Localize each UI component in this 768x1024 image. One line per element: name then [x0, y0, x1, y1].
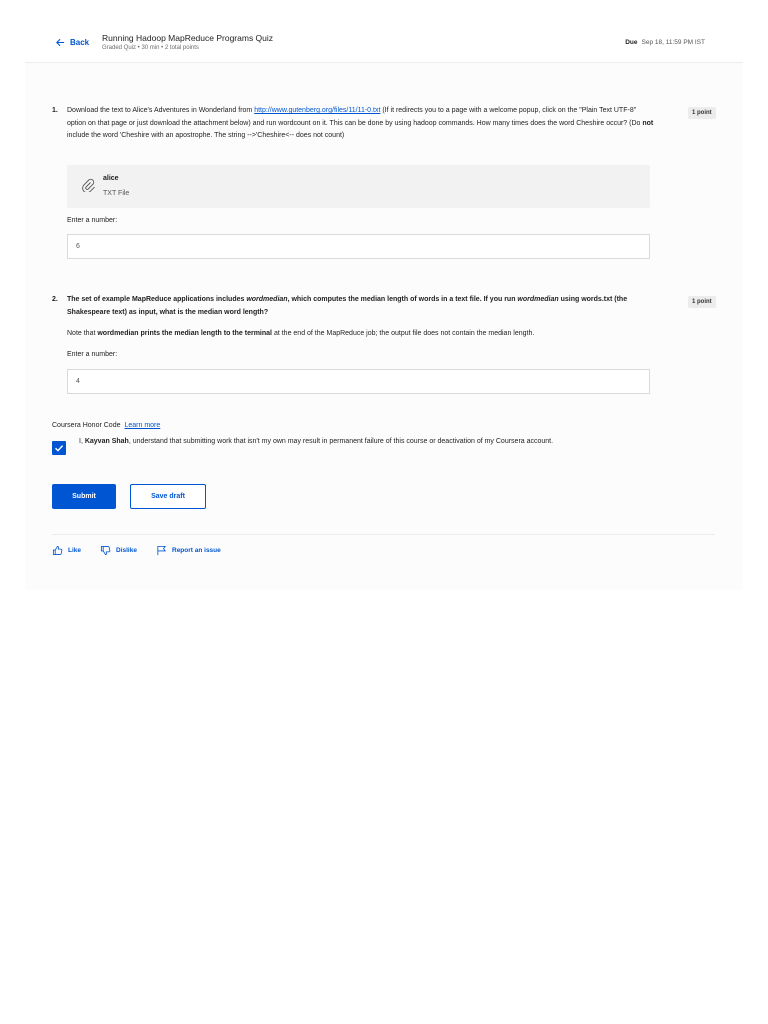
- page-title: Running Hadoop MapReduce Programs Quiz: [102, 33, 274, 43]
- question-2-note-bold: wordmedian prints the median length to the terminal: [97, 330, 272, 337]
- question-2-points-badge: 1 point: [688, 296, 716, 308]
- question-2-number: 2.: [52, 296, 58, 303]
- question-1-text-b: (If it redirects you to a page with a welcome popup, click on the "Plain Text UTF-8" option on that page or just download the attachment below) and run wordcount on it. This can be done by using hadoop commands. How many times does the word Cheshire occur? (Do: [67, 107, 643, 127]
- arrow-left-icon: [55, 37, 66, 48]
- question-1-text-c: include the word 'Cheshire with an apostrophe. The string -->'Cheshire<-- does not count): [67, 132, 345, 139]
- honor-code-checkbox[interactable]: [52, 441, 66, 455]
- question-2-input-label: Enter a number:: [67, 351, 118, 358]
- question-1-text-a: Download the text to Alice's Adventures in Wonderland from: [67, 107, 255, 114]
- question-2-italic-a: wordmedian: [246, 296, 288, 303]
- attachment-name: alice: [103, 175, 119, 182]
- quiz-meta: Graded Quiz • 30 min • 2 total points: [102, 45, 199, 51]
- honor-code-title: Coursera Honor Code: [52, 422, 121, 429]
- checkmark-icon: [54, 443, 64, 453]
- flag-icon: [156, 545, 167, 556]
- learn-more-link[interactable]: Learn more: [124, 422, 161, 429]
- question-2-note-a: Note that: [67, 330, 98, 337]
- dislike-button[interactable]: [100, 545, 137, 556]
- submit-button[interactable]: Submit: [52, 484, 116, 509]
- attachment-alice[interactable]: [67, 165, 650, 208]
- question-2-note-b: at the end of the MapReduce job; the output file does not contain the median length.: [272, 330, 535, 337]
- gutenberg-link[interactable]: http://www.gutenberg.org/files/11/11-0.txt: [254, 107, 381, 114]
- back-button[interactable]: [55, 37, 89, 48]
- question-2-text-b: , which computes the median length of words in a text file. If you run: [287, 296, 518, 303]
- honor-code-section: [52, 422, 160, 429]
- question-1-text: [67, 105, 657, 143]
- honor-code-statement: [79, 438, 553, 445]
- question-1-answer-input[interactable]: [67, 234, 650, 259]
- due-label: Due: [625, 39, 638, 46]
- question-2-text: [67, 294, 657, 319]
- question-1-points-badge: 1 point: [688, 107, 716, 119]
- divider: [52, 534, 715, 535]
- thumbs-down-icon: [100, 545, 111, 556]
- paperclip-icon: [81, 178, 95, 192]
- due-date: [625, 39, 705, 46]
- due-value: Sep 18, 11:59 PM IST: [641, 39, 705, 46]
- question-1-number: 1.: [52, 107, 58, 114]
- question-1-bold: not: [642, 119, 654, 127]
- question-1-input-label: Enter a number:: [67, 217, 118, 224]
- question-2-italic-b: wordmedian: [517, 296, 559, 303]
- question-2-text-c: using words.txt (the Shakespeare text) as input, what is the median word length?: [67, 296, 628, 316]
- dislike-label: Dislike: [116, 547, 137, 554]
- honor-prefix: I,: [79, 438, 85, 445]
- report-issue-label: Report an issue: [172, 547, 221, 554]
- save-draft-button[interactable]: Save draft: [130, 484, 206, 509]
- like-button[interactable]: [52, 545, 81, 556]
- honor-statement-text: , understand that submitting work that isn't my own may result in permanent failure of this course or deactivation of my Coursera account.: [128, 438, 554, 445]
- like-label: Like: [68, 547, 82, 554]
- attachment-type: TXT File: [103, 190, 130, 197]
- thumbs-up-icon: [52, 545, 63, 556]
- back-label: Back: [70, 38, 90, 47]
- question-2-text-a: The set of example MapReduce applications includes: [67, 296, 247, 303]
- honor-name: Kayvan Shah: [84, 438, 129, 445]
- question-2-note: [67, 328, 667, 341]
- question-2-answer-input[interactable]: [67, 369, 650, 394]
- report-issue-button[interactable]: [156, 545, 221, 556]
